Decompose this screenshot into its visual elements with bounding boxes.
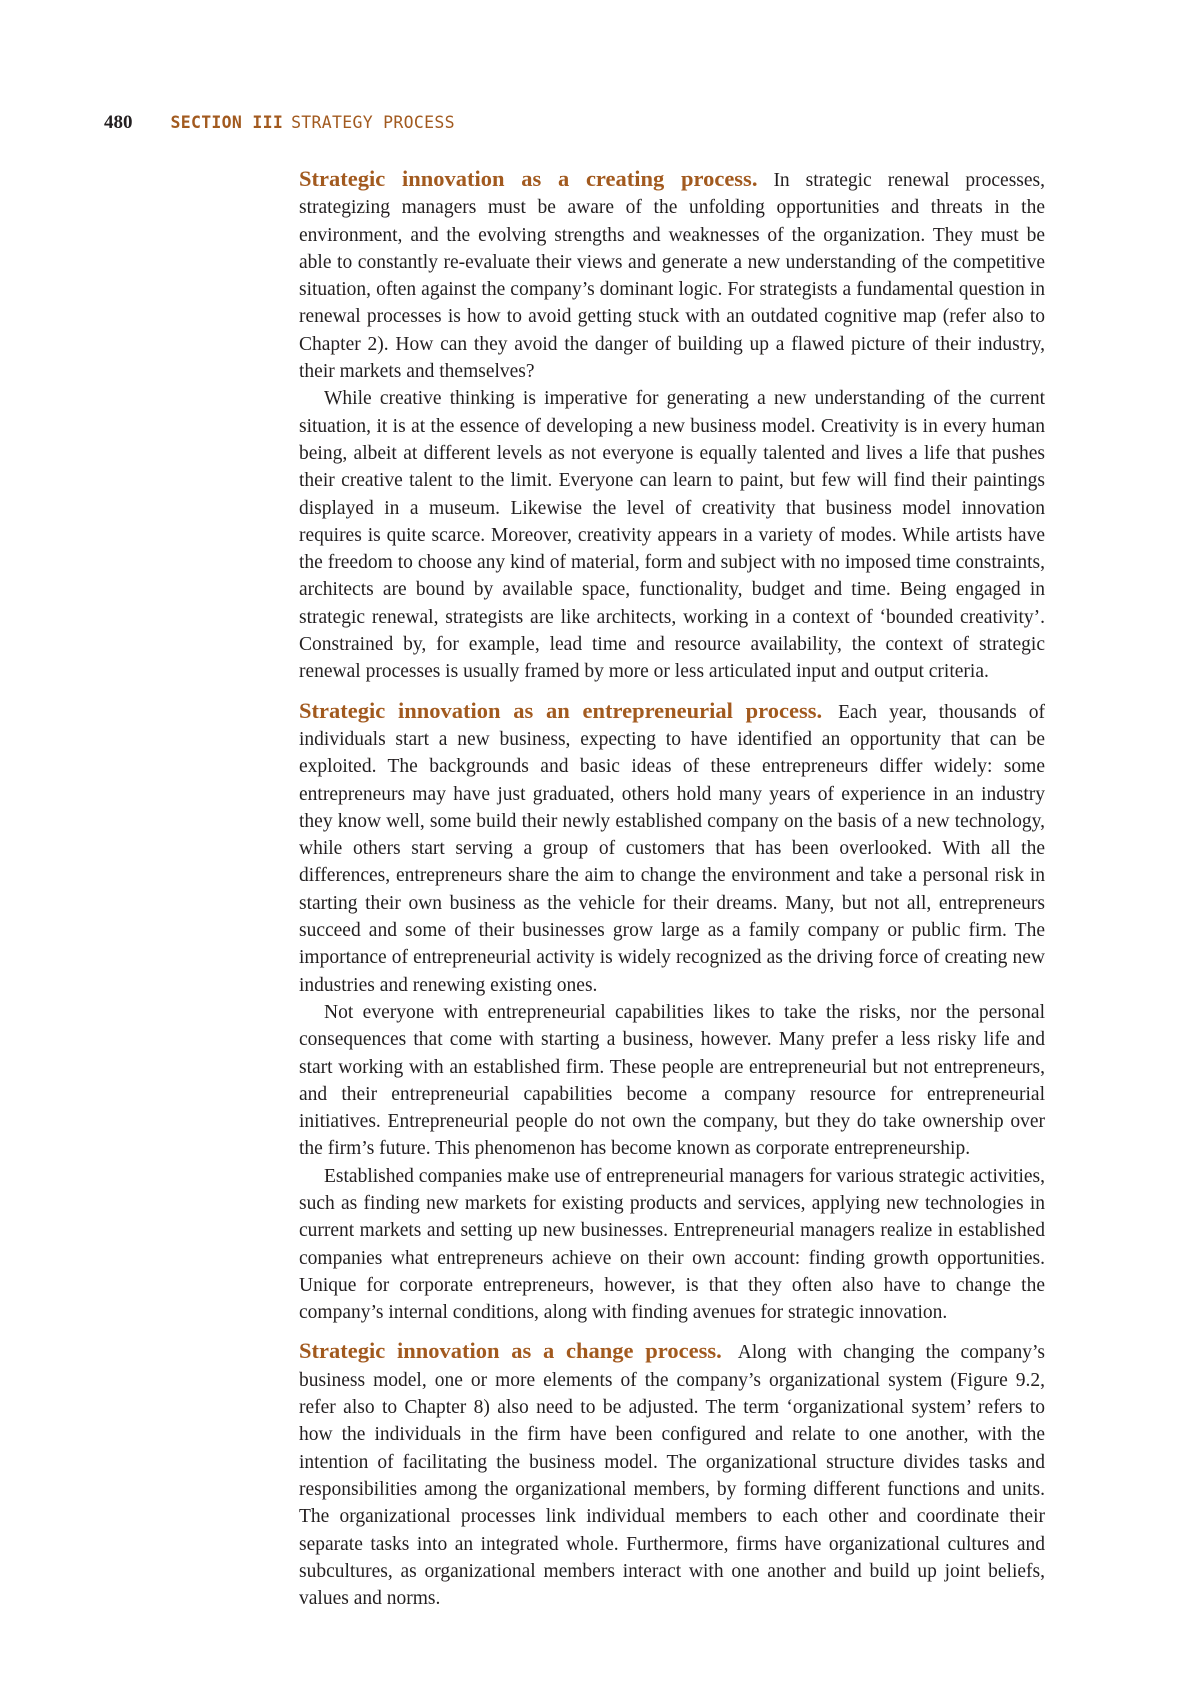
entrepreneurial-process-paragraph-2: Not everyone with entrepreneurial capabilities likes to take the risks, nor the personal consequences that come with starting a business, however. Many prefer a less risky life and start working with an established firm. These people are entrepreneurial but not entrepreneurs, and their entrepreneurial capabilities become a company resource for entrepreneurial initiatives. Entrepreneurial people do not own the company, but they do take ownership over the firm’s future. This phenomenon has become known as corporate entrepreneurship. — [299, 1001, 1045, 1160]
running-head — [104, 112, 455, 136]
paragraph-text: Along with changing the company’s business model, one or more elements of the company’s organizational system (Figure 9.2, refer also to Chapter 8) also need to be adjusted. The term ‘organizational system’ refers to how the individuals in the firm have been configured and relate to one another, with the intention of facilitating the business model. The organizational structure divides tasks and responsibilities among the organizational members, by forming different functions and units. The organizational processes link individual members to each other and coordinate their separate tasks into an integrated whole. Furthermore, firms have organizational cultures and subcultures, as organizational members interact with one another and build up joint beliefs, values and norms. — [299, 1342, 1045, 1610]
main-text — [299, 165, 1045, 1612]
entrepreneurial-process-paragraph-1 — [299, 697, 1045, 999]
page-number: 480 — [104, 112, 133, 133]
section-title: STRATEGY PROCESS — [291, 113, 455, 132]
change-process-paragraph-1 — [299, 1337, 1045, 1612]
paragraph-text: In strategic renewal processes, strategizing managers must be aware of the unfolding opportunities and threats in the environment, and the evolving strengths and weaknesses of the organization. They must be able to constantly re-evaluate their views and generate a new understanding of the competitive situation, often against the company’s dominant logic. For strategists a fundamental question in renewal processes is how to avoid getting stuck with an outdated cognitive map (refer also to Chapter 2). How can they avoid the danger of building up a flawed picture of their industry, their markets and themselves? — [299, 170, 1045, 383]
entrepreneurial-process-heading: Strategic innovation as an entrepreneurial process. — [299, 697, 823, 723]
paragraph-text: Each year, thousands of individuals start a new business, expecting to have identified an opportunity that can be exploited. The backgrounds and basic ideas of these entrepreneurs differ widely: some entrepreneurs may have just graduated, others hold many years of experience in an industry they know well, some build their newly established company on the basis of a new technology, while others start serving a group of customers that has been overlooked. With all the differences, entrepreneurs share the aim to change the environment and take a personal risk in starting their own business as the vehicle for their dreams. Many, but not all, entrepreneurs succeed and some of their businesses grow large as a family company or public firm. The importance of entrepreneurial activity is widely recognized as the driving force of creating new industries and renewing existing ones. — [299, 701, 1045, 996]
creating-process-heading: Strategic innovation as a creating process. — [299, 166, 758, 191]
section-number: SECTION III — [170, 113, 284, 132]
entrepreneurial-process-paragraph-3: Established companies make use of entrepreneurial managers for various strategic activities, such as finding new markets for existing products and services, applying new technologies in current markets and setting up new businesses. Entrepreneurial managers realize in established companies what entrepreneurs achieve on their own account: finding growth opportunities. Unique for corporate entrepreneurs, however, is that they often also have to change the company’s internal conditions, along with finding avenues for strategic innovation. — [299, 1165, 1045, 1324]
creating-process-paragraph-1 — [299, 165, 1045, 385]
section-label — [171, 113, 455, 132]
change-process-heading: Strategic innovation as a change process. — [299, 1338, 722, 1364]
creating-process-paragraph-2: While creative thinking is imperative for generating a new understanding of the current situation, it is at the essence of developing a new business model. Creativity is in every human being, albeit at different levels as not everyone is equally talented and lives a life that pushes their creative talent to the limit. Everyone can learn to paint, but few will find their paintings displayed in a museum. Likewise the level of creativity that business model innovation requires is quite scarce. Moreover, creativity appears in a variety of modes. While artists have the freedom to choose any kind of material, form and subject with no imposed time constraints, architects are bound by available space, functionality, budget and time. Being engaged in strategic renewal, strategists are like architects, working in a context of ‘bounded creativity’. Constrained by, for example, lead time and resource availability, the context of strategic renewal processes is usually framed by more or less articulated input and output criteria. — [299, 388, 1045, 683]
